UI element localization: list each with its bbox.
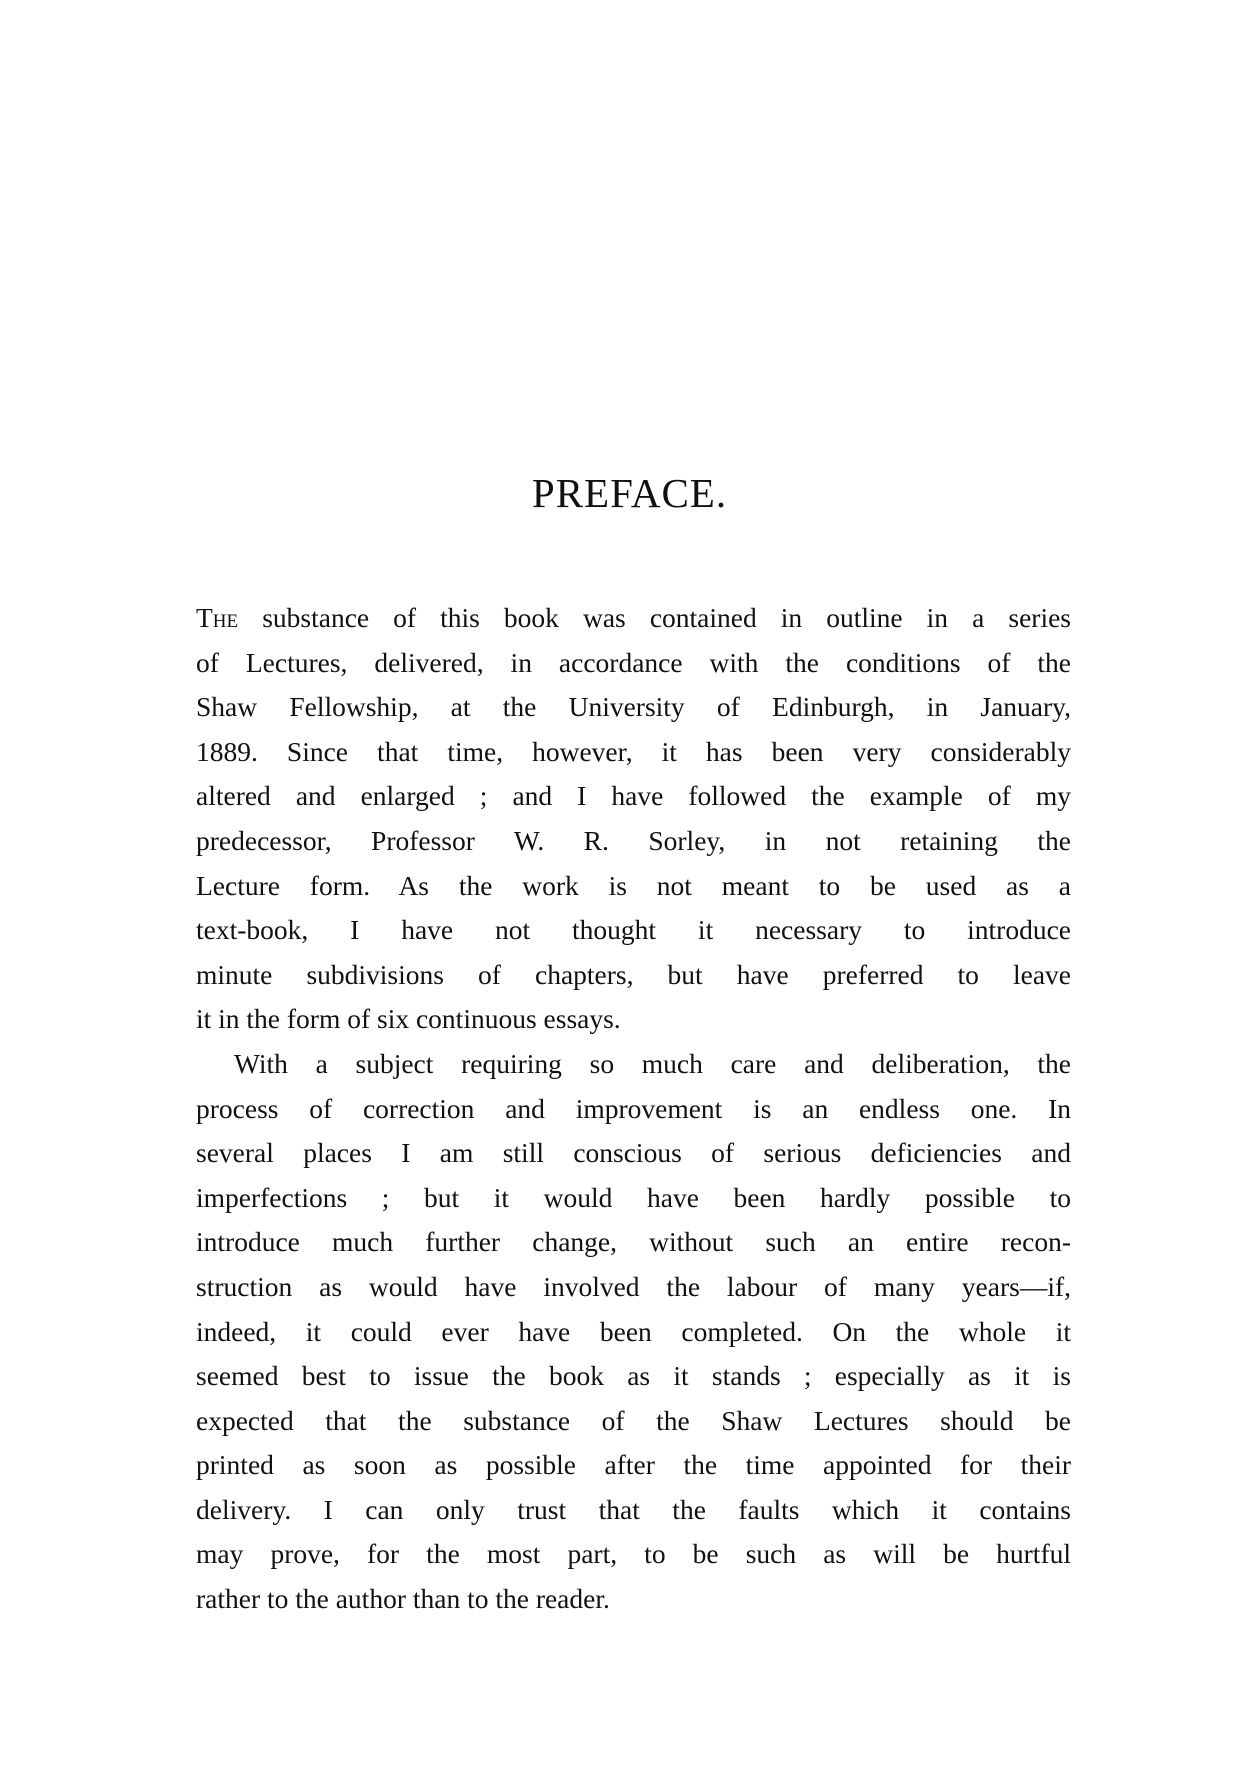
paragraph-2-line-8: seemed best to issue the book as it stands ; especially as it is — [196, 1360, 1071, 1392]
paragraph-2-line-6: struction as would have involved the labour of many years—if, — [196, 1270, 1071, 1302]
paragraph-2-line-3: several places I am still conscious of serious deficiencies and — [196, 1137, 1071, 1169]
paragraph-2-line-2: process of correction and improvement is an endless one. In — [196, 1092, 1071, 1124]
paragraph-1-line-9: minute subdivisions of chapters, but have preferred to leave — [196, 958, 1071, 990]
paragraph-1-line-10: it in the form of six continuous essays. — [196, 1003, 621, 1035]
paragraph-1-line-8: text-book, I have not thought it necessary to introduce — [196, 914, 1071, 946]
paragraph-1-line-2: of Lectures, delivered, in accordance with the conditions of the — [196, 646, 1071, 678]
paragraph-1-line-6: predecessor, Professor W. R. Sorley, in not retaining the — [196, 824, 1071, 856]
preface-text — [196, 596, 1071, 1622]
paragraph-1-line-3: Shaw Fellowship, at the University of Edinburgh, in January, — [196, 691, 1071, 723]
paragraph-2-line-7: indeed, it could ever have been completed. On the whole it — [196, 1315, 1071, 1347]
paragraph-2-line-10: printed as soon as possible after the time appointed for their — [196, 1449, 1071, 1481]
paragraph-2-line-4: imperfections ; but it would have been hardly possible to — [196, 1181, 1071, 1213]
paragraph-2-line-12: may prove, for the most part, to be such as will be hurtful — [196, 1538, 1071, 1570]
paragraph-2-line-13: rather to the author than to the reader. — [196, 1583, 610, 1615]
paragraph-2-line-5: introduce much further change, without such an entire recon- — [196, 1226, 1071, 1258]
paragraph-2-line-1: With a subject requiring so much care and deliberation, the — [234, 1047, 1071, 1079]
paragraph-1-line-1-text: substance of this book was contained in outline in a series — [238, 602, 1071, 633]
page-title: PREFACE. — [531, 470, 728, 516]
paragraph-2-line-9: expected that the substance of the Shaw Lectures should be — [196, 1404, 1071, 1436]
paragraph-1-first-word: The — [196, 602, 239, 633]
paragraph-1-line-1 — [196, 596, 1071, 641]
paragraph-2-line-11: delivery. I can only trust that the faults which it contains — [196, 1493, 1071, 1525]
paragraph-1-line-5: altered and enlarged ; and I have followed the example of my — [196, 780, 1071, 812]
paragraph-1-line-7: Lecture form. As the work is not meant to be used as a — [196, 869, 1071, 901]
paragraph-1-line-4: 1889. Since that time, however, it has been very considerably — [196, 735, 1071, 767]
